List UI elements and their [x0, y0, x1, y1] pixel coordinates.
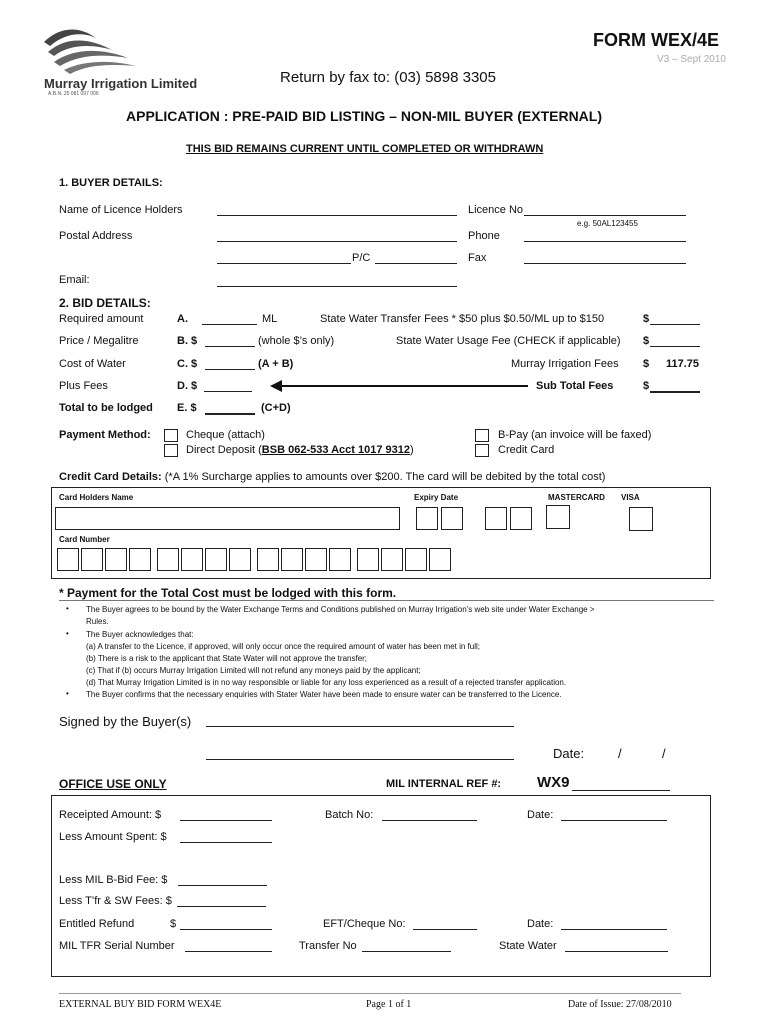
required-amount-unit: ML: [262, 313, 278, 325]
page-title: APPLICATION : PRE-PAID BID LISTING – NON-MIL BUYER (EXTERNAL): [126, 108, 603, 124]
arrow-left-icon: [270, 380, 528, 392]
company-abn: A.B.N. 25 081 097 006: [48, 91, 99, 97]
sub-total-dollar: $: [643, 380, 650, 392]
expiry-month-digit-2[interactable]: [441, 507, 463, 530]
required-amount-letter: A.: [177, 313, 188, 325]
terms-ack-d: (d) That Murray Irrigation Limited is in no way responsible or liable for any loss experienced as a result of a rejected transfer application.: [86, 678, 567, 687]
state-water-transfer-fees-label: State Water Transfer Fees * $50 plus $0.50/ML up to $150: [320, 313, 605, 325]
direct-deposit-label: [186, 444, 414, 456]
licence-example: e.g. 50AL123455: [577, 219, 638, 228]
terms-ack-c: (c) That if (b) occurs Murray Irrigation Limited will not refund any moneys paid by the applicant;: [86, 666, 421, 675]
postcode-label: P/C: [352, 252, 371, 264]
email-label: Email:: [59, 274, 90, 286]
transfer-no-field[interactable]: [362, 951, 451, 952]
state-water-label: State Water: [499, 940, 557, 952]
credit-card-surcharge-note: (*A 1% Surcharge applies to amounts over $200. The card will be debited by the total cost): [164, 471, 606, 483]
refund-date-label: Date:: [527, 918, 554, 930]
expiry-year-digit-1[interactable]: [485, 507, 507, 530]
email-field[interactable]: [217, 286, 457, 287]
licence-no-field[interactable]: [524, 215, 686, 216]
eft-cheque-field[interactable]: [413, 929, 477, 930]
credit-card-details-label: Credit Card Details:: [59, 471, 162, 483]
cheque-label: Cheque (attach): [186, 429, 265, 441]
card-number-digit[interactable]: [105, 548, 127, 571]
mastercard-label: MASTERCARD: [548, 493, 605, 502]
tfr-serial-field[interactable]: [185, 951, 272, 952]
signature-field-1[interactable]: [206, 726, 514, 727]
state-water-field[interactable]: [565, 951, 668, 952]
mil-ref-field[interactable]: [572, 790, 670, 791]
payment-method-label: Payment Method:: [59, 429, 151, 441]
card-number-digit[interactable]: [257, 548, 279, 571]
price-megalitre-label: Price / Megalitre: [59, 335, 139, 347]
transfer-fees-field[interactable]: [650, 324, 700, 325]
terms-bullet-1: •: [66, 604, 69, 613]
bid-current-note: THIS BID REMAINS CURRENT UNTIL COMPLETED OR WITHDRAWN: [186, 143, 544, 155]
tfr-serial-label: MIL TFR Serial Number: [59, 940, 175, 952]
plus-fees-label: Plus Fees: [59, 380, 108, 392]
card-number-digit[interactable]: [329, 548, 351, 571]
receipted-amount-field[interactable]: [180, 820, 272, 821]
buyer-details-heading: 1. BUYER DETAILS:: [59, 177, 163, 189]
direct-deposit-prefix: Direct Deposit (: [186, 444, 262, 456]
transfer-no-label: Transfer No: [299, 940, 357, 952]
signature-date-slash-2: /: [662, 746, 666, 761]
company-name: Murray Irrigation Limited: [44, 76, 198, 91]
price-megalitre-note: (whole $’s only): [258, 335, 335, 347]
sub-total-fees-label: Sub Total Fees: [536, 380, 614, 392]
licence-no-label: Licence No: [468, 204, 524, 216]
credit-card-label: Credit Card: [498, 444, 555, 456]
card-number-digit[interactable]: [305, 548, 327, 571]
form-version: V3 – Sept 2010: [657, 54, 726, 65]
card-holder-name-input[interactable]: [55, 507, 400, 530]
form-id: FORM WEX/4E: [593, 30, 720, 50]
entitled-refund-label: Entitled Refund: [59, 918, 135, 930]
postal-address-label: Postal Address: [59, 230, 133, 242]
expiry-month-digit-1[interactable]: [416, 507, 438, 530]
card-number-digit[interactable]: [429, 548, 451, 571]
batch-no-field[interactable]: [382, 820, 477, 821]
fax-field[interactable]: [524, 263, 686, 264]
postal-address-line2-field[interactable]: [217, 263, 351, 264]
signed-by-label: Signed by the Buyer(s): [59, 714, 192, 729]
logo: [40, 24, 140, 76]
terms-bullet-2: •: [66, 629, 69, 638]
terms-divider: [59, 600, 714, 601]
bid-details-heading: 2. BID DETAILS:: [59, 296, 151, 310]
expiry-date-label: Expiry Date: [414, 493, 459, 502]
cost-of-water-letter: C. $: [177, 358, 198, 370]
entitled-refund-field[interactable]: [180, 929, 272, 930]
card-number-digit[interactable]: [157, 548, 179, 571]
card-number-digit[interactable]: [57, 548, 79, 571]
murray-irrigation-fees-label: Murray Irrigation Fees: [511, 358, 619, 370]
visa-label: VISA: [621, 493, 640, 502]
state-water-usage-fee-label: State Water Usage Fee (CHECK if applicable): [396, 335, 621, 347]
mastercard-checkbox[interactable]: [546, 505, 570, 529]
total-lodged-label: Total to be lodged: [59, 402, 153, 414]
terms-ack-b: (b) There is a risk to the applicant that State Water will not approve the transfer;: [86, 654, 368, 663]
licence-holders-label: Name of Licence Holders: [59, 204, 183, 216]
less-amount-spent-field[interactable]: [180, 842, 272, 843]
footer-issue-date: Date of Issue: 27/08/2010: [568, 999, 672, 1010]
total-lodged-formula: (C+D): [261, 402, 291, 414]
price-megalitre-letter: B. $: [177, 335, 198, 347]
office-date-field[interactable]: [561, 820, 667, 821]
footer-page-number: Page 1 of 1: [366, 999, 412, 1010]
cost-of-water-label: Cost of Water: [59, 358, 126, 370]
usage-fee-dollar: $: [643, 335, 650, 347]
phone-field[interactable]: [524, 241, 686, 242]
expiry-year-digit-2[interactable]: [510, 507, 532, 530]
card-number-digit[interactable]: [181, 548, 203, 571]
card-number-digit[interactable]: [281, 548, 303, 571]
total-lodged-field[interactable]: [205, 413, 255, 415]
card-number-digit[interactable]: [229, 548, 251, 571]
card-number-digit[interactable]: [205, 548, 227, 571]
cheque-checkbox[interactable]: [164, 429, 178, 442]
less-amount-spent-label: Less Amount Spent: $: [59, 831, 167, 843]
mil-ref-value: WX9: [537, 774, 570, 791]
required-amount-label: Required amount: [59, 313, 144, 325]
bpay-label: B-Pay (an invoice will be faxed): [498, 429, 652, 441]
sub-total-field[interactable]: [650, 391, 700, 393]
direct-deposit-suffix: ): [410, 444, 414, 456]
postcode-field[interactable]: [375, 263, 457, 264]
office-date-label: Date:: [527, 809, 554, 821]
card-number-label: Card Number: [59, 535, 110, 544]
direct-deposit-checkbox[interactable]: [164, 444, 178, 457]
card-number-digit[interactable]: [357, 548, 379, 571]
card-holder-name-label: Card Holders Name: [59, 493, 134, 502]
cost-of-water-field[interactable]: [205, 369, 255, 370]
terms-ack-a: (a) A transfer to the Licence, if approved, will only occur once the required amount of water has been met in full;: [86, 642, 480, 651]
footer-form-name: EXTERNAL BUY BID FORM WEX4E: [59, 999, 222, 1010]
less-bbid-fee-label: Less MIL B-Bid Fee: $: [59, 874, 168, 886]
bpay-checkbox[interactable]: [475, 429, 489, 442]
signature-field-2[interactable]: [206, 759, 514, 760]
less-bbid-fee-field[interactable]: [178, 885, 267, 886]
mil-fees-value: 117.75: [666, 358, 700, 370]
card-number-digit[interactable]: [405, 548, 427, 571]
receipted-amount-label: Receipted Amount: $: [59, 809, 162, 821]
terms-bullet-3: •: [66, 689, 69, 698]
terms-confirms: The Buyer confirms that the necessary enquiries with Stater Water have been made to ensure water can be transferred to the Licence.: [86, 690, 562, 699]
terms-agreement-cont: Rules.: [86, 617, 109, 626]
card-number-digit[interactable]: [129, 548, 151, 571]
price-megalitre-field[interactable]: [205, 346, 255, 347]
less-tfr-sw-fees-field[interactable]: [177, 906, 266, 907]
less-tfr-sw-fees-label: Less T’fr & SW Fees: $: [59, 895, 172, 907]
card-number-digit[interactable]: [81, 548, 103, 571]
wave-logo-icon: [40, 24, 140, 76]
batch-no-label: Batch No:: [325, 809, 374, 821]
office-use-heading: OFFICE USE ONLY: [59, 777, 167, 791]
plus-fees-field[interactable]: [204, 391, 252, 392]
terms-agreement: The Buyer agrees to be bound by the Water Exchange Terms and Conditions published on Murray Irrigation’s web site under Water Exchange >: [86, 605, 595, 614]
cost-of-water-formula: (A + B): [258, 358, 294, 370]
eft-cheque-label: EFT/Cheque No:: [323, 918, 406, 930]
entitled-refund-dollar: $: [170, 918, 177, 930]
transfer-fees-dollar: $: [643, 313, 650, 325]
postal-address-field[interactable]: [217, 241, 457, 242]
plus-fees-letter: D. $: [177, 380, 198, 392]
terms-acknowledges: The Buyer acknowledges that:: [86, 630, 194, 639]
credit-card-checkbox[interactable]: [475, 444, 489, 457]
credit-card-details: [59, 471, 605, 483]
footer-divider: [59, 993, 681, 994]
fax-label: Fax: [468, 252, 487, 264]
bank-account-details: BSB 062-533 Acct 1017 9312: [261, 444, 410, 456]
signature-date-label: Date:: [553, 746, 585, 761]
card-number-digit[interactable]: [381, 548, 403, 571]
refund-date-field[interactable]: [561, 929, 667, 930]
total-lodged-letter: E. $: [177, 402, 197, 414]
payment-notice: * Payment for the Total Cost must be lodged with this form.: [59, 586, 397, 600]
mil-ref-label: MIL INTERNAL REF #:: [386, 778, 502, 790]
visa-checkbox[interactable]: [629, 507, 653, 531]
fax-return: Return by fax to: (03) 5898 3305: [280, 69, 496, 86]
mil-fees-dollar: $: [643, 358, 650, 370]
usage-fee-field[interactable]: [650, 346, 700, 347]
licence-holders-field[interactable]: [217, 215, 457, 216]
required-amount-field[interactable]: [202, 324, 257, 325]
phone-label: Phone: [468, 230, 500, 242]
signature-date-slash-1: /: [618, 746, 622, 761]
